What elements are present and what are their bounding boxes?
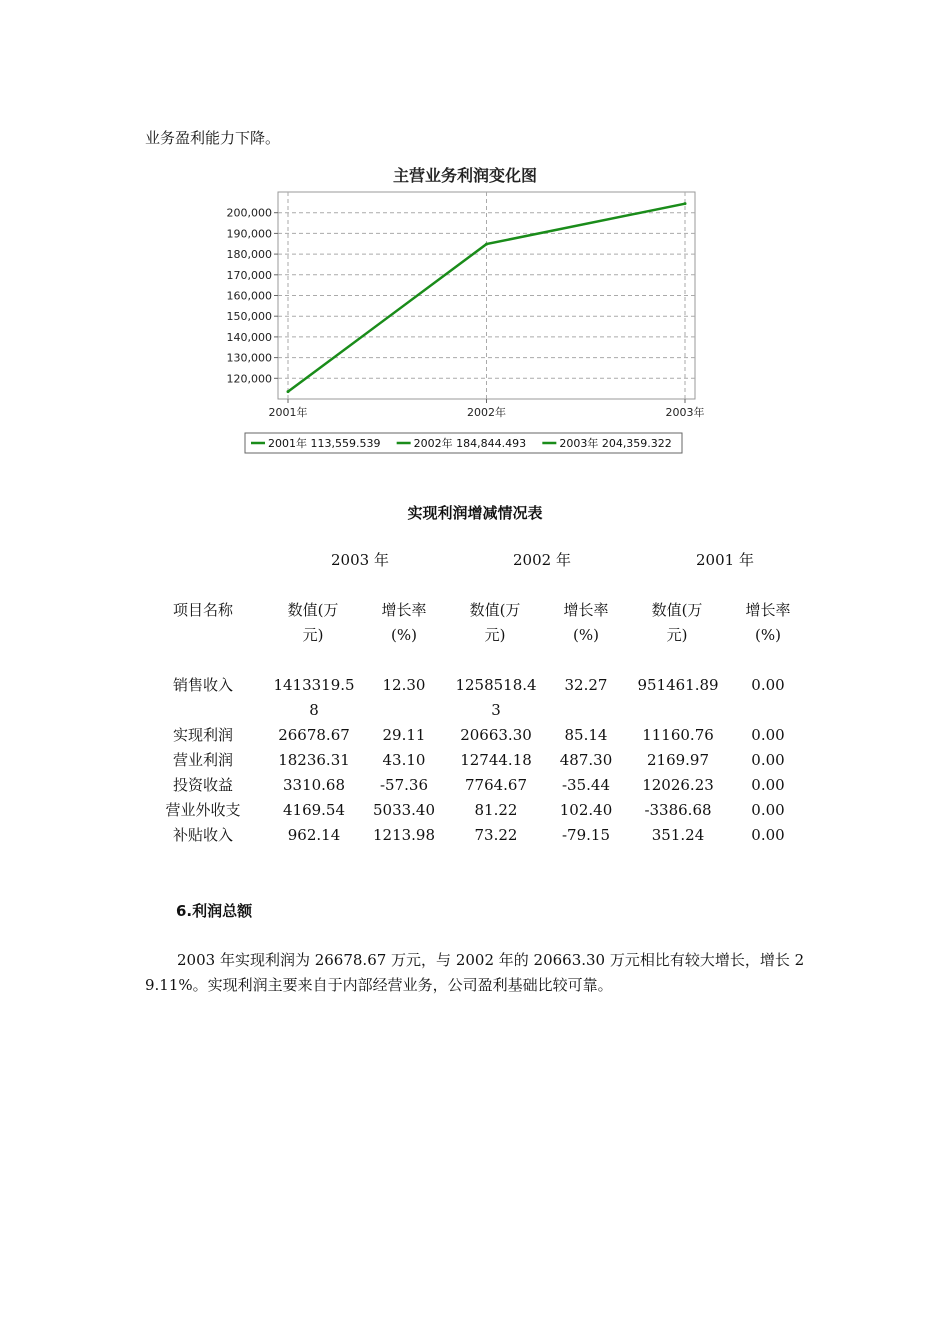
chart-title: 主营业务利润变化图 [392,166,538,185]
table-cell: 12744.18 [460,751,532,769]
x-tick-label: 2003年 [665,406,705,419]
table-cell: 26678.67 [278,726,350,744]
table-cell: 0.00 [751,726,785,744]
table-cell: 1258518.43 [455,676,537,719]
table-cell: 951461.89 [637,676,719,694]
data-point [287,390,290,393]
table-title: 实现利润增减情况表 [407,504,543,522]
legend-label: 2002年 184,844.493 [413,437,527,450]
table-cell: 1213.98 [372,826,436,844]
row-name: 销售收入 [172,676,233,694]
table-cell: -3386.68 [644,801,712,819]
table-cell: 487.30 [559,751,613,769]
table-cell: 12026.23 [642,776,714,794]
table-cell: 4169.54 [282,801,346,819]
row-name: 实现利润 [172,726,233,744]
table-cell: 962.14 [287,826,341,844]
table-cell: 5033.40 [372,801,436,819]
table-cell: 73.22 [474,826,518,844]
year-header: 2002 年 [513,551,571,569]
data-point [684,202,687,205]
y-tick-label: 130,000 [226,351,272,365]
y-tick-label: 140,000 [226,330,272,344]
table-cell: 18236.31 [278,751,350,769]
y-tick-label: 150,000 [226,310,272,324]
col-header-item: 项目名称 [172,601,233,619]
table-cell: 32.27 [564,676,608,694]
year-header: 2001 年 [696,551,754,569]
y-tick-label: 120,000 [226,372,272,386]
legend-label: 2003年 204,359.322 [559,437,672,450]
table-cell: -35.44 [561,776,610,794]
col-header-rate: 增长率(%) [745,601,791,644]
profit-line-chart [215,160,715,460]
row-name: 营业外收支 [165,801,241,819]
table-cell: 0.00 [751,826,785,844]
y-tick-label: 160,000 [226,289,272,303]
table-cell: -57.36 [379,776,428,794]
intro-text: 业务盈利能力下降。 [145,129,281,147]
table-cell: 43.10 [382,751,426,769]
y-tick-label: 170,000 [226,268,272,282]
year-header: 2003 年 [331,551,389,569]
row-name: 补贴收入 [172,826,233,844]
body-paragraph: 2003 年实现利润为 26678.67 万元，与 2002 年的 20663.30 万元相比有较大增长，增长 29.11%。实现利润主要来自于内部经营业务，公司盈利基础比较可靠。 [145,951,805,994]
col-header-value: 数值(万元) [651,601,703,644]
col-header-rate: 增长率(%) [563,601,609,644]
chart-svg [215,160,715,460]
x-tick-label: 2001年 [268,406,308,419]
y-tick-label: 180,000 [226,248,272,262]
table-cell: 0.00 [751,801,785,819]
legend-label: 2001年 113,559.539 [268,437,381,450]
table-cell: 102.40 [559,801,613,819]
table-cell: 351.24 [651,826,705,844]
table-cell: 12.30 [382,676,426,694]
table-cell: 7764.67 [464,776,528,794]
y-tick-label: 190,000 [226,227,272,241]
table-cell: 29.11 [382,726,426,744]
row-name: 营业利润 [172,751,233,769]
x-tick-label: 2002年 [467,406,506,419]
table-cell: 2169.97 [646,751,710,769]
table-cell: 85.14 [564,726,608,744]
table-cell: 20663.30 [460,726,532,744]
table-cell: 0.00 [751,751,785,769]
table-cell: 0.00 [751,676,785,694]
table-cell: 81.22 [474,801,518,819]
col-header-rate: 增长率(%) [381,601,427,644]
table-cell: 3310.68 [282,776,346,794]
data-point [485,243,488,246]
row-name: 投资收益 [172,776,233,794]
col-header-value: 数值(万元) [469,601,521,644]
table-cell: 1413319.58 [273,676,355,719]
col-header-value: 数值(万元) [287,601,339,644]
table-cell: 0.00 [751,776,785,794]
section-heading: 6.利润总额 [176,902,253,920]
table-cell: -79.15 [561,826,610,844]
table-cell: 11160.76 [642,726,714,744]
y-tick-label: 200,000 [226,206,272,220]
